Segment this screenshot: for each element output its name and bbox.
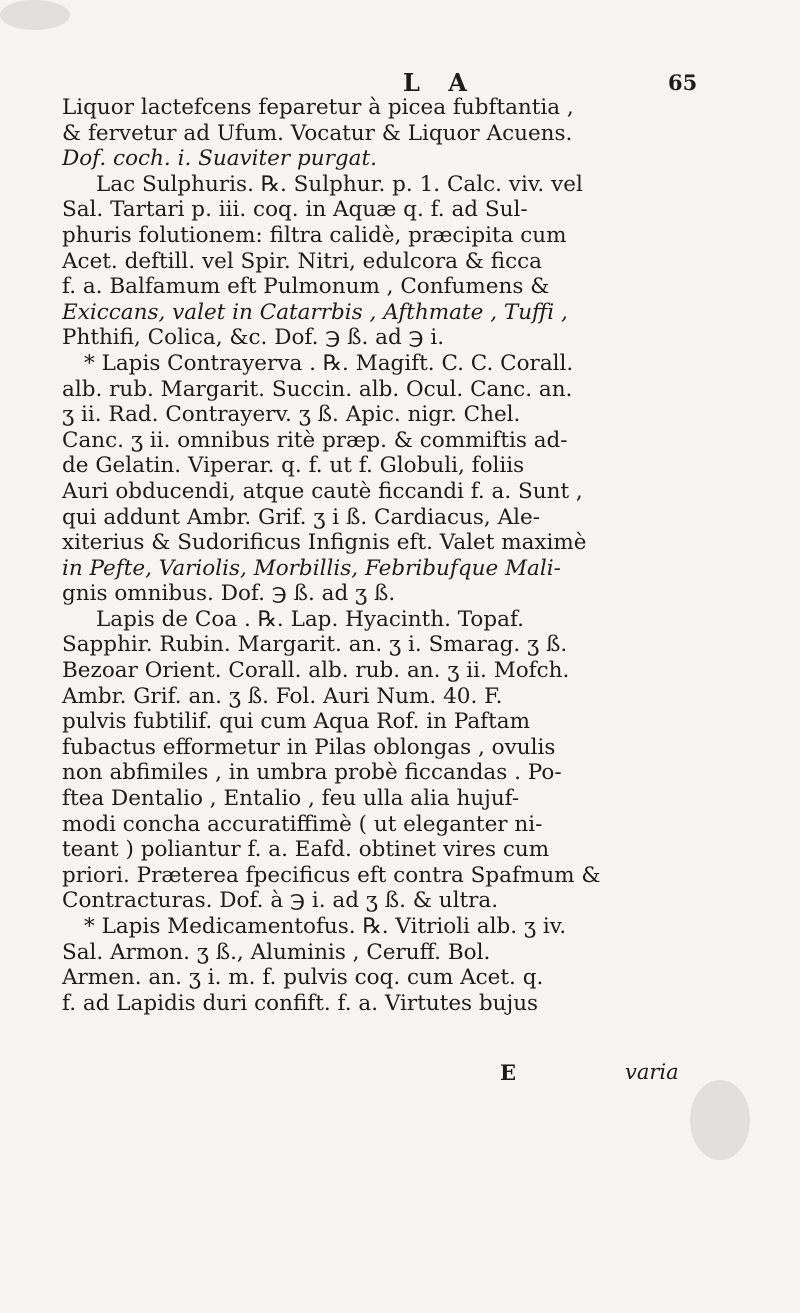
text-line: Canc. ʒ ii. omnibus ritè præp. & commiftis ad- [62, 427, 568, 453]
paper-stain [690, 1080, 750, 1160]
text-line: Sal. Tartari p. iii. coq. in Aquæ q. f. ad Sul- [62, 197, 528, 223]
text-line: pulvis fubtilif. qui cum Aqua Rof. in Paftam [62, 709, 530, 735]
text-line: Exiccans, valet in Catarrbis , Afthmate , Tuffi , [62, 299, 568, 325]
text-line: Dof. coch. i. Suaviter purgat. [62, 146, 377, 172]
text-line: gnis omnibus. Dof. ℈ ß. ad ʒ ß. [62, 581, 396, 607]
text-line: ʒ ii. Rad. Contrayerv. ʒ ß. Apic. nigr. Chel. [62, 402, 521, 428]
page-footer [0, 1060, 800, 1090]
text-line: Auri obducendi, atque cautè ficcandi f. a. Sunt , [62, 478, 583, 504]
text-line: Liquor lactefcens feparetur à picea fubftantia , [62, 95, 574, 120]
text-line: * Lapis Medicamentofus. ℞. Vitrioli alb. ʒ iv. [84, 914, 567, 939]
running-head: L A [403, 68, 477, 97]
text-line: ftea Dentalio , Entalio , feu ulla alia hujuf- [62, 786, 520, 812]
body-text [62, 95, 752, 1016]
text-line: Lac Sulphuris. ℞. Sulphur. p. 1. Calc. viv. vel [96, 171, 583, 197]
text-line: in Pefte, Variolis, Morbillis, Febribufque Mali- [62, 555, 561, 581]
text-line: qui addunt Ambr. Grif. ʒ i ß. Cardiacus, Ale- [62, 504, 540, 530]
text-line: de Gelatin. Viperar. q. f. ut f. Globuli, foliis [62, 453, 525, 479]
text-line: alb. rub. Margarit. Succin. alb. Ocul. Canc. an. [62, 376, 573, 402]
text-line: f. ad Lapidis duri confift. f. a. Virtutes bujus [62, 990, 539, 1016]
text-line: Bezoar Orient. Corall. alb. rub. an. ʒ ii. Mofch. [62, 658, 570, 684]
text-line: teant ) poliantur f. a. Eafd. obtinet vires cum [62, 837, 550, 863]
text-line: Phthifi, Colica, &c. Dof. ℈ ß. ad ℈ i. [62, 325, 445, 351]
catchword: varia [625, 1060, 679, 1084]
text-line: Ambr. Grif. an. ʒ ß. Fol. Auri Num. 40. F. [62, 683, 503, 709]
text-line: & fervetur ad Ufum. Vocatur & Liquor Acuens. [62, 120, 573, 146]
text-line: Armen. an. ʒ i. m. f. pulvis coq. cum Acet. q. [62, 965, 544, 991]
page-number: 65 [668, 70, 698, 95]
text-line: non abfimiles , in umbra probè ficcandas . Po- [62, 760, 562, 786]
text-line: Sapphir. Rubin. Margarit. an. ʒ i. Smarag. ʒ ß. [62, 632, 568, 658]
signature-mark: E [500, 1060, 517, 1085]
text-line: priori. Præterea fpecificus eft contra Spafmum & [62, 862, 601, 888]
text-line: * Lapis Contrayerva . ℞. Magift. C. C. Corall. [84, 350, 574, 376]
text-line: f. a. Balfamum eft Pulmonum , Confumens & [62, 274, 550, 300]
text-line: phuris folutionem: filtra calidè, præcipita cum [62, 222, 567, 248]
text-line: Acet. deftill. vel Spir. Nitri, edulcora & ficca [62, 248, 543, 274]
text-line: modi concha accuratiffimè ( ut eleganter ni- [62, 811, 543, 837]
page-header [0, 68, 800, 98]
text-line: Contracturas. Dof. à ℈ i. ad ʒ ß. & ultra. [62, 888, 499, 914]
text-line: Sal. Armon. ʒ ß., Aluminis , Ceruff. Bol. [62, 939, 491, 965]
text-line: xiterius & Sudorificus Infignis eft. Valet maximè [62, 530, 587, 556]
text-line: fubactus efformetur in Pilas oblongas , ovulis [62, 734, 556, 760]
text-line: Lapis de Coa . ℞. Lap. Hyacinth. Topaf. [96, 606, 524, 632]
paper-stain [0, 0, 70, 30]
